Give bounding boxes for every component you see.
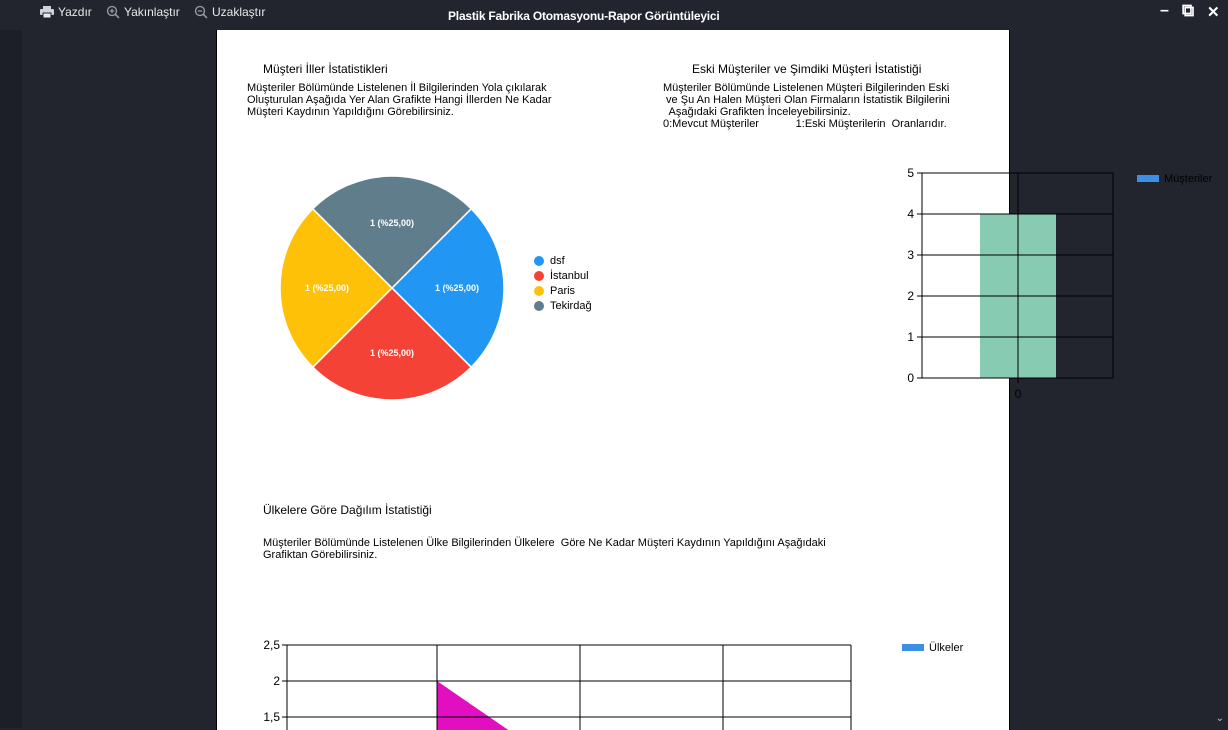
pie-slice-label: 1 (%25,00) (305, 283, 350, 293)
section3-desc-line: Grafiktan Görebilirsiniz. (263, 549, 378, 561)
report-page (216, 30, 1213, 730)
printer-icon (40, 6, 54, 18)
zoom-out-button[interactable] (194, 5, 265, 19)
y-tick-label: 3 (907, 248, 914, 262)
zoom-out-label: Uzaklaştır (212, 5, 266, 19)
section2-desc-line: Aşağıdaki Grafikten İnceleyebilirsiniz. (663, 106, 851, 118)
pie-slice-label: 1 (%25,00) (369, 218, 415, 229)
section2-desc-line: Müşteriler Bölümünde Listelenen Müşteri Bilgilerinden Eski (663, 82, 950, 94)
section2-title: Eski Müşteriler ve Şimdiki Müşteri İstatistiği (692, 62, 922, 76)
y-tick-label: 2 (273, 674, 280, 688)
legend-marker (902, 644, 924, 651)
section2-desc-line: 0:Mevcut Müşteriler 1:Eski Müşterilerin Oranlarıdır. (663, 118, 947, 130)
zoom-in-button[interactable] (106, 5, 180, 19)
print-button[interactable] (40, 5, 92, 19)
legend-label: dsf (550, 254, 565, 267)
print-label: Yazdır (58, 5, 92, 19)
section1-desc (247, 82, 552, 118)
y-tick-label: 2 (907, 289, 914, 303)
legend-item-tekirdag (534, 298, 592, 313)
pie-slice-label: 1 (%25,00) (434, 283, 479, 293)
legend-label: İstanbul (550, 269, 589, 282)
bar-chart (657, 165, 1213, 410)
section1-desc-line: Oluşturulan Aşağıda Yer Alan Grafikte Hangi İllerden Ne Kadar (247, 94, 552, 106)
section1-desc-line: Müşteri Kaydının Yapıldığını Görebilirsiniz. (247, 106, 454, 118)
legend-label: Tekirdağ (550, 299, 592, 312)
legend-label: Müşteriler (1164, 173, 1213, 185)
section3-desc-line: Müşteriler Bölümünde Listelenen Ülke Bilgilerinden Ülkelere Göre Ne Kadar Müşteri Kaydının Yapıldığını Aşağıdaki (263, 537, 826, 549)
y-tick-label: 5 (907, 166, 914, 180)
legend-marker (534, 286, 544, 296)
legend-label: Paris (550, 284, 576, 297)
restore-button[interactable]: ⧉ (1182, 1, 1195, 20)
section3-desc (263, 537, 826, 561)
legend-marker (1137, 175, 1159, 182)
y-tick-label: 4 (907, 207, 914, 221)
zoom-in-icon (106, 5, 120, 19)
area-series (437, 681, 517, 730)
area-chart (247, 630, 1007, 730)
zoom-out-icon (194, 5, 208, 19)
legend-item-istanbul (534, 268, 592, 283)
y-tick-label: 0 (907, 371, 914, 385)
y-tick-label: 1,5 (263, 710, 280, 724)
y-tick-label: 2,5 (263, 638, 280, 652)
x-tick-label: 0 (1014, 387, 1022, 401)
pie-legend (534, 253, 592, 313)
legend-item-dsf (534, 253, 592, 268)
legend-item-paris (534, 283, 592, 298)
section2-desc-line: ve Şu An Halen Müşteri Olan Firmaların İstatistik Bilgilerini (663, 94, 950, 106)
section3-title: Ülkelere Göre Dağılım İstatistiği (263, 503, 432, 517)
legend-label: Ülkeler (929, 642, 964, 654)
legend-marker (534, 256, 544, 266)
y-tick-label: 1 (907, 330, 914, 344)
legend-marker (534, 271, 544, 281)
side-strip (0, 30, 22, 728)
zoom-in-label: Yakınlaştır (124, 5, 180, 19)
legend-marker (534, 301, 544, 311)
section1-desc-line: Müşteriler Bölümünde Listelenen İl Bilgilerinden Yola çıkılarak (247, 82, 547, 94)
section1-title: Müşteri İller İstatistikleri (263, 62, 388, 76)
close-button[interactable]: ✕ (1207, 4, 1220, 21)
section2-desc (663, 82, 950, 130)
pie-slice-label: 1 (%25,00) (369, 347, 415, 358)
title-bar (0, 0, 1228, 30)
scroll-down-arrow[interactable]: ⌄ (1215, 713, 1224, 724)
minimize-button[interactable]: – (1160, 2, 1169, 19)
window-title: Plastik Fabrika Otomasyonu-Rapor Görüntüleyici (448, 9, 720, 23)
